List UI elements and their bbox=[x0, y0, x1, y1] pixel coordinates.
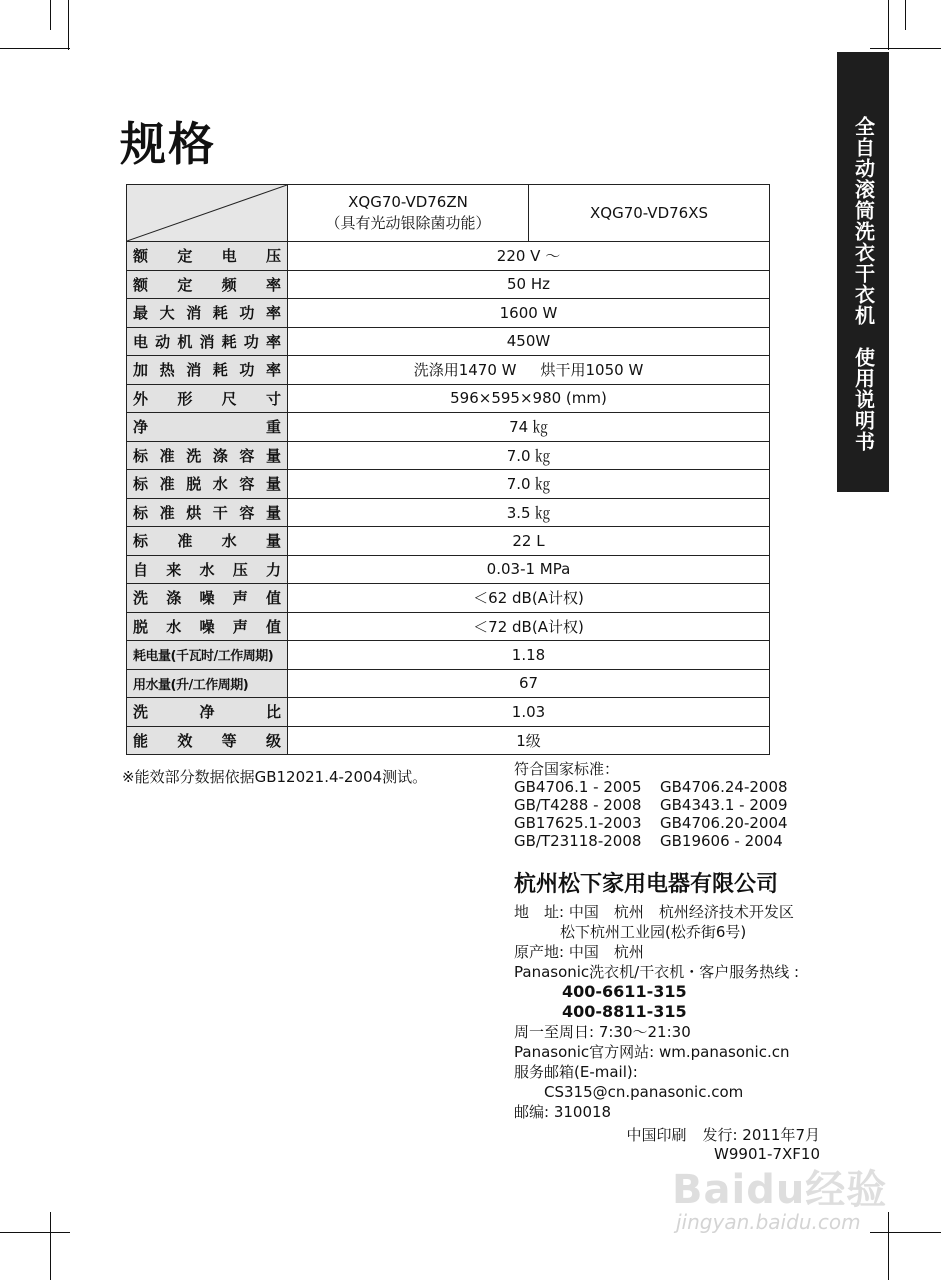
spec-label-char: 标 bbox=[133, 532, 149, 551]
spec-label-char: 消 bbox=[186, 304, 202, 323]
crop-mark bbox=[50, 1212, 51, 1280]
spec-label bbox=[127, 555, 288, 584]
spec-label-char: 压 bbox=[232, 560, 248, 579]
spec-label-char: 电 bbox=[133, 332, 149, 351]
spec-value: ＜62 dB(A计权) bbox=[288, 584, 770, 613]
spec-label-char: 标 bbox=[133, 475, 149, 494]
spec-label-text bbox=[133, 359, 281, 380]
table-row bbox=[127, 669, 770, 698]
table-row bbox=[127, 612, 770, 641]
table-row bbox=[127, 470, 770, 499]
spec-label-text bbox=[133, 274, 281, 295]
spec-label-char: 能 bbox=[133, 731, 149, 750]
spec-label-char: 自 bbox=[133, 560, 149, 579]
company-block bbox=[514, 870, 844, 1122]
spec-label-char: 噪 bbox=[199, 617, 215, 636]
spec-label-char: 值 bbox=[265, 589, 281, 608]
standards-list bbox=[514, 778, 788, 850]
table-row bbox=[127, 327, 770, 356]
spec-label bbox=[127, 270, 288, 299]
spec-label bbox=[127, 441, 288, 470]
side-tab: 全自动滚筒洗衣干衣机 使用说明书 bbox=[837, 52, 889, 492]
table-row bbox=[127, 356, 770, 385]
spec-label-char: 声 bbox=[232, 617, 248, 636]
crop-mark bbox=[50, 0, 51, 30]
spec-label-char: 尺 bbox=[221, 389, 237, 408]
spec-label-char: 声 bbox=[232, 589, 248, 608]
crop-mark bbox=[0, 1232, 70, 1233]
spec-label-char: 力 bbox=[265, 560, 281, 579]
spec-label-char: 准 bbox=[159, 475, 175, 494]
spec-label-char: 功 bbox=[243, 332, 259, 351]
spec-label-char: 率 bbox=[265, 304, 281, 323]
table-row bbox=[127, 641, 770, 670]
crop-mark bbox=[0, 48, 70, 49]
spec-label-char: 消 bbox=[186, 361, 202, 380]
spec-label-char: 水 bbox=[199, 560, 215, 579]
spec-body bbox=[127, 242, 770, 755]
email-address: CS315@cn.panasonic.com bbox=[544, 1083, 744, 1101]
spec-label-char: 准 bbox=[177, 532, 193, 551]
spec-label-text bbox=[133, 473, 281, 494]
standard-item: GB4343.1 - 2009 bbox=[660, 796, 788, 814]
diagonal-corner-cell bbox=[127, 185, 288, 242]
spec-label-char: 动 bbox=[155, 332, 171, 351]
table-row bbox=[127, 384, 770, 413]
spec-label-char: 定 bbox=[177, 247, 193, 266]
standard-item: GB/T23118-2008 bbox=[514, 832, 642, 850]
spec-label-char: 容 bbox=[239, 446, 255, 465]
spec-label-char: 重 bbox=[265, 418, 281, 437]
spec-value bbox=[288, 356, 770, 385]
email-label: 服务邮箱(E-mail): bbox=[514, 1063, 638, 1081]
standards-block bbox=[514, 760, 788, 850]
spec-label-char: 压 bbox=[265, 247, 281, 266]
spec-label-char: 水 bbox=[166, 617, 182, 636]
spec-label bbox=[127, 726, 288, 755]
spec-label-char: 来 bbox=[166, 560, 182, 579]
spec-label-char: 定 bbox=[177, 275, 193, 294]
spec-label bbox=[127, 584, 288, 613]
table-header-row bbox=[127, 185, 770, 242]
table-row bbox=[127, 698, 770, 727]
model-feature-1: （具有光动银除菌功能） bbox=[325, 214, 491, 232]
spec-value: ＜72 dB(A计权) bbox=[288, 612, 770, 641]
spec-label-char: 率 bbox=[265, 275, 281, 294]
spec-label bbox=[127, 641, 288, 670]
spec-label-char: 寸 bbox=[265, 389, 281, 408]
spec-label-char: 脱 bbox=[186, 475, 202, 494]
spec-value: 220 V ～ bbox=[288, 242, 770, 271]
spec-label-char: 电 bbox=[221, 247, 237, 266]
spec-label-text bbox=[133, 388, 281, 409]
address-line1: 地 址: 中国 杭州 杭州经济技术开发区 bbox=[514, 903, 794, 921]
spec-label-char: 率 bbox=[265, 361, 281, 380]
spec-label bbox=[127, 413, 288, 442]
spec-label-char: 耗 bbox=[212, 304, 228, 323]
spec-label-char: 噪 bbox=[199, 589, 215, 608]
spec-label-char: 净 bbox=[199, 703, 215, 722]
spec-label-char: 涤 bbox=[212, 446, 228, 465]
spec-value: 596×595×980 (mm) bbox=[288, 384, 770, 413]
crop-mark bbox=[888, 1212, 889, 1280]
spec-value: 74 ㎏ bbox=[288, 413, 770, 442]
crop-mark bbox=[870, 48, 941, 49]
spec-value: 22 L bbox=[288, 527, 770, 556]
spec-label-char: 脱 bbox=[133, 617, 149, 636]
spec-label-char: 干 bbox=[212, 503, 228, 522]
spec-label-char: 外 bbox=[133, 389, 149, 408]
table-row bbox=[127, 584, 770, 613]
company-name: 杭州松下家用电器有限公司 bbox=[514, 872, 779, 897]
spec-label-text bbox=[133, 559, 281, 580]
spec-label bbox=[127, 470, 288, 499]
spec-label-char: 功 bbox=[239, 361, 255, 380]
spec-value: 67 bbox=[288, 669, 770, 698]
spec-label-text: 耗电量(千瓦时/工作周期) bbox=[133, 649, 274, 665]
hotline-label: Panasonic洗衣机/干衣机・客户服务热线 : bbox=[514, 963, 800, 981]
spec-label-char: 准 bbox=[159, 446, 175, 465]
spec-label-char: 大 bbox=[159, 304, 175, 323]
spec-value-dry: 烘干用1050 W bbox=[540, 361, 644, 380]
spec-label-char: 热 bbox=[159, 361, 175, 380]
spec-label-char: 形 bbox=[177, 389, 193, 408]
standard-item: GB19606 - 2004 bbox=[660, 832, 783, 850]
standard-item: GB17625.1-2003 bbox=[514, 814, 642, 832]
crop-mark bbox=[905, 0, 906, 30]
spec-label-char: 比 bbox=[265, 703, 281, 722]
website: Panasonic官方网站: wm.panasonic.cn bbox=[514, 1043, 790, 1061]
spec-label-char: 频 bbox=[221, 275, 237, 294]
issue-date: 发行: 2011年7月 bbox=[702, 1126, 820, 1144]
crop-mark bbox=[68, 0, 69, 50]
table-row bbox=[127, 270, 770, 299]
spec-label-char: 水 bbox=[212, 475, 228, 494]
standard-item: GB4706.24-2008 bbox=[660, 778, 788, 796]
spec-label-text bbox=[133, 730, 281, 751]
spec-label-char: 净 bbox=[133, 418, 149, 437]
page-title: 规格 bbox=[120, 117, 216, 171]
spec-label-char: 功 bbox=[239, 304, 255, 323]
table-row bbox=[127, 726, 770, 755]
spec-label-text bbox=[133, 502, 281, 523]
standard-item: GB4706.1 - 2005 bbox=[514, 778, 642, 796]
spec-label bbox=[127, 669, 288, 698]
spec-label-char: 量 bbox=[265, 532, 281, 551]
spec-label-char: 机 bbox=[177, 332, 193, 351]
model-name-1: XQG70-VD76ZN bbox=[348, 193, 468, 211]
document-code: W9901-7XF10 bbox=[714, 1145, 820, 1163]
spec-label bbox=[127, 327, 288, 356]
baidu-watermark: Baidu经验 bbox=[672, 1167, 888, 1213]
spec-label-char: 洗 bbox=[186, 446, 202, 465]
spec-label-text bbox=[133, 331, 281, 352]
spec-label-text bbox=[133, 530, 281, 551]
spec-label-char: 容 bbox=[239, 475, 255, 494]
spec-label-char: 加 bbox=[133, 361, 149, 380]
spec-value: 3.5 ㎏ bbox=[288, 498, 770, 527]
spec-label-char: 烘 bbox=[186, 503, 202, 522]
spec-value: 0.03-1 MPa bbox=[288, 555, 770, 584]
spec-label-text bbox=[133, 416, 281, 437]
spec-label-char: 耗 bbox=[221, 332, 237, 351]
spec-value: 1.03 bbox=[288, 698, 770, 727]
spec-label-char: 量 bbox=[265, 446, 281, 465]
spec-label-text: 用水量(升/工作周期) bbox=[133, 677, 249, 693]
spec-label-char: 消 bbox=[199, 332, 215, 351]
spec-label-char: 值 bbox=[265, 617, 281, 636]
spec-label-char: 额 bbox=[133, 247, 149, 266]
spec-label bbox=[127, 498, 288, 527]
spec-label-char: 涤 bbox=[166, 589, 182, 608]
table-row bbox=[127, 413, 770, 442]
spec-label-char: 标 bbox=[133, 503, 149, 522]
address-line2: 松下杭州工业园(松乔街6号) bbox=[560, 923, 747, 941]
spec-value: 50 Hz bbox=[288, 270, 770, 299]
spec-label-char: 洗 bbox=[133, 703, 149, 722]
spec-label bbox=[127, 527, 288, 556]
printed-in: 中国印刷 bbox=[626, 1126, 687, 1144]
spec-label bbox=[127, 356, 288, 385]
table-row bbox=[127, 555, 770, 584]
spec-value: 7.0 ㎏ bbox=[288, 441, 770, 470]
model-header-2: XQG70-VD76XS bbox=[529, 185, 770, 242]
spec-label-char: 率 bbox=[265, 332, 281, 351]
spec-value: 7.0 ㎏ bbox=[288, 470, 770, 499]
spec-label bbox=[127, 384, 288, 413]
spec-label-char: 耗 bbox=[212, 361, 228, 380]
watermark-url: jingyan.baidu.com bbox=[676, 1210, 861, 1234]
spec-label-text bbox=[133, 616, 281, 637]
spec-value: 1级 bbox=[288, 726, 770, 755]
table-row bbox=[127, 242, 770, 271]
spec-label-text bbox=[133, 587, 281, 608]
spec-label-char: 效 bbox=[177, 731, 193, 750]
spec-label-char: 洗 bbox=[133, 589, 149, 608]
spec-label-char: 量 bbox=[265, 503, 281, 522]
postcode: 邮编: 310018 bbox=[514, 1103, 612, 1121]
spec-label-char: 容 bbox=[239, 503, 255, 522]
spec-label bbox=[127, 242, 288, 271]
spec-value-wash: 洗涤用1470 W bbox=[413, 361, 517, 380]
table-row bbox=[127, 527, 770, 556]
spec-label-char: 等 bbox=[221, 731, 237, 750]
spec-label-text bbox=[133, 245, 281, 266]
spec-label-text bbox=[133, 445, 281, 466]
standard-item: GB/T4288 - 2008 bbox=[514, 796, 642, 814]
standard-item: GB4706.20-2004 bbox=[660, 814, 788, 832]
model-header-1 bbox=[288, 185, 529, 242]
crop-mark bbox=[870, 1232, 941, 1233]
diagonal-line bbox=[127, 185, 287, 241]
spec-value: 1600 W bbox=[288, 299, 770, 328]
standards-heading: 符合国家标准： bbox=[514, 760, 620, 778]
spec-label-char: 准 bbox=[159, 503, 175, 522]
spec-label-text bbox=[133, 302, 281, 323]
spec-label bbox=[127, 612, 288, 641]
spec-label bbox=[127, 698, 288, 727]
spec-label-char: 水 bbox=[221, 532, 237, 551]
spec-label bbox=[127, 299, 288, 328]
spec-label-char: 量 bbox=[265, 475, 281, 494]
origin: 原产地: 中国 杭州 bbox=[514, 943, 644, 961]
spec-value: 1.18 bbox=[288, 641, 770, 670]
spec-label-char: 最 bbox=[133, 304, 149, 323]
spec-label-text bbox=[133, 701, 281, 722]
spec-value: 450W bbox=[288, 327, 770, 356]
hotline-number-1: 400-6611-315 bbox=[562, 982, 687, 1001]
spec-label-char: 额 bbox=[133, 275, 149, 294]
table-row bbox=[127, 441, 770, 470]
table-row bbox=[127, 299, 770, 328]
spec-label-char: 标 bbox=[133, 446, 149, 465]
spec-table bbox=[126, 184, 770, 755]
crop-mark bbox=[888, 0, 889, 50]
service-hours: 周一至周日: 7:30～21:30 bbox=[514, 1023, 691, 1041]
hotline-number-2: 400-8811-315 bbox=[562, 1002, 687, 1021]
table-row bbox=[127, 498, 770, 527]
energy-note: ※能效部分数据依据GB12021.4-2004测试。 bbox=[122, 768, 428, 786]
spec-label-char: 级 bbox=[265, 731, 281, 750]
